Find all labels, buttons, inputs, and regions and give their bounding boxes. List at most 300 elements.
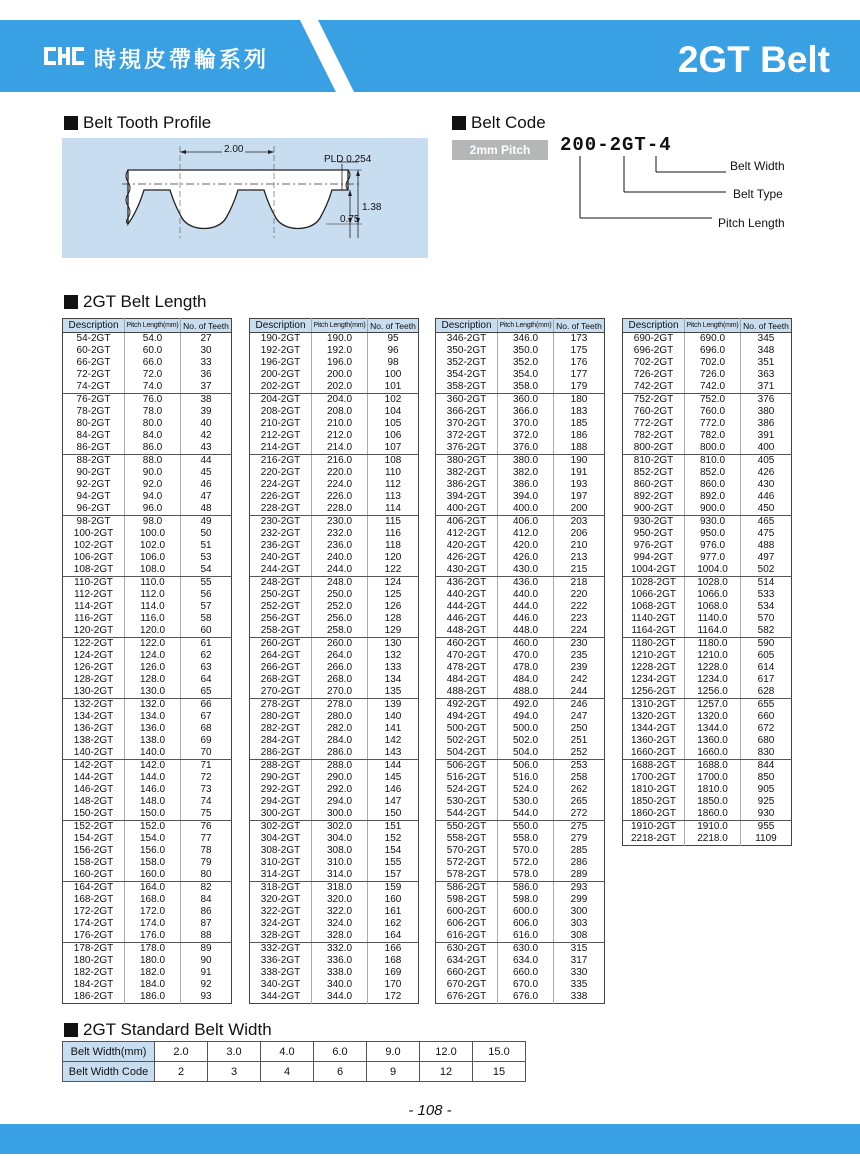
description-cell: 232-2GT	[250, 528, 312, 540]
table-row	[623, 760, 792, 773]
description-cell: 212-2GT	[250, 430, 312, 442]
table-row	[250, 882, 419, 895]
pitch-length-cell: 136.0	[125, 723, 181, 735]
description-cell: 178-2GT	[63, 943, 125, 956]
pitch-length-cell: 134.0	[125, 711, 181, 723]
pitch-length-cell: 332.0	[312, 943, 368, 956]
description-cell: 146-2GT	[63, 784, 125, 796]
teeth-cell: 102	[384, 394, 402, 405]
teeth-cell: 213	[570, 552, 588, 563]
pitch-length-cell: 516.0	[498, 772, 554, 784]
pitch-length-cell: 630.0	[498, 943, 554, 956]
pitch-length-cell: 178.0	[125, 943, 181, 956]
description-cell: 200-2GT	[250, 369, 312, 381]
teeth-cell: 253	[570, 760, 588, 771]
description-cell: 336-2GT	[250, 955, 312, 967]
pitch-length-cell: 400.0	[498, 503, 554, 516]
pitch-length-cell: 660.0	[498, 967, 554, 979]
table-row	[436, 406, 605, 418]
column-header: Description	[436, 319, 498, 333]
table-row	[623, 808, 792, 821]
description-cell: 292-2GT	[250, 784, 312, 796]
teeth-cell: 110	[385, 467, 401, 478]
pitch-length-cell: 190.0	[312, 333, 368, 346]
table-row	[63, 735, 232, 747]
pitch-length-cell: 600.0	[498, 906, 554, 918]
teeth-cell: 43	[181, 442, 232, 455]
table-row	[436, 394, 605, 407]
table-row	[63, 503, 232, 516]
table-row	[436, 528, 605, 540]
belt-width-code-cell: 6	[314, 1062, 367, 1082]
pitch-length-cell: 106.0	[125, 552, 181, 564]
description-cell: 1910-2GT	[623, 821, 685, 834]
description-cell: 108-2GT	[63, 564, 125, 577]
teeth-cell: 145	[384, 772, 402, 783]
pitch-length-cell: 524.0	[498, 784, 554, 796]
pitch-length-cell: 436.0	[498, 577, 554, 590]
pitch-length-cell: 492.0	[498, 699, 554, 712]
teeth-cell: 351	[757, 357, 775, 368]
description-cell: 54-2GT	[63, 333, 125, 346]
pitch-length-cell: 232.0	[312, 528, 368, 540]
teeth-cell: 129	[368, 625, 419, 638]
teeth-cell: 68	[200, 723, 212, 734]
description-cell: 100-2GT	[63, 528, 125, 540]
table-row	[250, 552, 419, 564]
table-row	[436, 455, 605, 468]
table-row	[250, 955, 419, 967]
teeth-cell: 105	[384, 418, 402, 429]
pitch-length-cell: 146.0	[125, 784, 181, 796]
description-cell: 600-2GT	[436, 906, 498, 918]
table-row	[623, 796, 792, 808]
description-cell: 470-2GT	[436, 650, 498, 662]
description-cell: 122-2GT	[63, 638, 125, 651]
column-header: No. of Teeth	[181, 319, 232, 333]
description-cell: 516-2GT	[436, 772, 498, 784]
table-row	[436, 613, 605, 625]
teeth-cell: 170	[384, 979, 402, 990]
table-row	[436, 747, 605, 760]
table-row	[436, 833, 605, 845]
table-row	[250, 333, 419, 346]
table-row	[436, 967, 605, 979]
teeth-cell: 206	[570, 528, 588, 539]
description-cell: 182-2GT	[63, 967, 125, 979]
description-cell: 376-2GT	[436, 442, 498, 455]
teeth-cell: 132	[384, 650, 402, 661]
table-row	[250, 894, 419, 906]
teeth-cell: 107	[368, 442, 419, 455]
teeth-cell: 70	[181, 747, 232, 760]
table-row	[63, 711, 232, 723]
belt-width-title: 2GT Standard Belt Width	[83, 1020, 272, 1039]
pitch-length-cell: 892.0	[685, 491, 741, 503]
teeth-cell: 115	[385, 516, 401, 527]
belt-width-cell: 4.0	[261, 1042, 314, 1062]
description-cell: 66-2GT	[63, 357, 125, 369]
table-row	[250, 967, 419, 979]
teeth-cell: 475	[757, 528, 775, 539]
teeth-cell: 262	[570, 784, 588, 795]
table-row	[63, 857, 232, 869]
table-row	[623, 467, 792, 479]
pitch-length-cell: 98.0	[125, 516, 181, 529]
table-row	[63, 638, 232, 651]
pitch-length-cell: 230.0	[312, 516, 368, 529]
pitch-length-cell: 322.0	[312, 906, 368, 918]
pitch-length-cell: 760.0	[685, 406, 741, 418]
table-row	[436, 662, 605, 674]
teeth-cell: 146	[384, 784, 402, 795]
pitch-length-cell: 340.0	[312, 979, 368, 991]
pitch-length-cell: 116.0	[125, 613, 181, 625]
description-cell: 240-2GT	[250, 552, 312, 564]
teeth-cell: 166	[384, 943, 402, 954]
pitch-length-cell: 196.0	[312, 357, 368, 369]
table-row	[63, 882, 232, 895]
table-row	[63, 589, 232, 601]
description-cell: 380-2GT	[436, 455, 498, 468]
table-row	[623, 638, 792, 651]
table-row	[63, 442, 232, 455]
teeth-cell: 75	[181, 808, 232, 821]
teeth-cell: 93	[200, 991, 212, 1002]
brand-title: 時規皮帶輪系列	[94, 48, 270, 73]
description-cell: 506-2GT	[436, 760, 498, 773]
teeth-cell: 98	[387, 357, 399, 368]
pitch-length-cell: 156.0	[125, 845, 181, 857]
description-cell: 1066-2GT	[623, 589, 685, 601]
table-row	[63, 357, 232, 369]
pitch-length-cell: 140.0	[125, 747, 181, 760]
pitch-length-cell: 570.0	[498, 845, 554, 857]
pitch-length-cell: 258.0	[312, 625, 368, 638]
description-cell: 1180-2GT	[623, 638, 685, 651]
pitch-length-cell: 214.0	[312, 442, 368, 455]
table-row	[623, 784, 792, 796]
belt-length-table-3	[435, 318, 605, 1004]
table-row	[250, 906, 419, 918]
pitch-length-cell: 1360.0	[685, 735, 741, 747]
pitch-length-cell: 100.0	[125, 528, 181, 540]
description-cell: 572-2GT	[436, 857, 498, 869]
description-cell: 350-2GT	[436, 345, 498, 357]
pitch-length-cell: 572.0	[498, 857, 554, 869]
teeth-cell: 77	[200, 833, 212, 844]
description-cell: 94-2GT	[63, 491, 125, 503]
description-cell: 586-2GT	[436, 882, 498, 895]
teeth-cell: 45	[200, 467, 212, 478]
teeth-cell: 58	[200, 613, 212, 624]
table-row	[623, 394, 792, 407]
teeth-cell: 239	[570, 662, 588, 673]
teeth-cell: 930	[741, 808, 792, 821]
table-row	[623, 406, 792, 418]
table-row	[250, 345, 419, 357]
pitch-length-cell: 444.0	[498, 601, 554, 613]
pitch-length-cell: 670.0	[498, 979, 554, 991]
teeth-cell: 135	[368, 686, 419, 699]
description-cell: 284-2GT	[250, 735, 312, 747]
table-row	[250, 613, 419, 625]
description-cell: 1360-2GT	[623, 735, 685, 747]
description-cell: 270-2GT	[250, 686, 312, 699]
description-cell: 420-2GT	[436, 540, 498, 552]
table-row	[436, 381, 605, 394]
description-cell: 606-2GT	[436, 918, 498, 930]
pitch-length-cell: 328.0	[312, 930, 368, 943]
teeth-cell: 179	[554, 381, 605, 394]
pitch-length-cell: 1004.0	[685, 564, 741, 577]
bullet-square-icon	[64, 295, 78, 309]
teeth-cell: 430	[757, 479, 775, 490]
belt-width-table	[62, 1041, 526, 1082]
table-row	[436, 369, 605, 381]
description-cell: 530-2GT	[436, 796, 498, 808]
table-row	[63, 479, 232, 491]
table-row	[436, 845, 605, 857]
pitch-length-cell: 504.0	[498, 747, 554, 760]
table-row	[63, 601, 232, 613]
pitch-length-cell: 494.0	[498, 711, 554, 723]
pitch-length-cell: 112.0	[125, 589, 181, 601]
teeth-cell: 300	[570, 906, 588, 917]
description-cell: 412-2GT	[436, 528, 498, 540]
description-cell: 84-2GT	[63, 430, 125, 442]
column-header: No. of Teeth	[368, 319, 419, 333]
pitch-length-cell: 1140.0	[685, 613, 741, 625]
teeth-cell: 197	[570, 491, 588, 502]
pitch-length-cell: 278.0	[312, 699, 368, 712]
description-cell: 1810-2GT	[623, 784, 685, 796]
table-row	[623, 381, 792, 394]
pitch-length-cell: 358.0	[498, 381, 554, 394]
pitch-length-cell: 244.0	[312, 564, 368, 577]
teeth-cell: 386	[757, 418, 775, 429]
description-cell: 372-2GT	[436, 430, 498, 442]
belt-width-row	[63, 1042, 526, 1062]
table-row	[623, 345, 792, 357]
teeth-cell: 73	[200, 784, 212, 795]
description-cell: 286-2GT	[250, 747, 312, 760]
table-row	[63, 674, 232, 686]
table-row	[250, 589, 419, 601]
description-cell: 976-2GT	[623, 540, 685, 552]
pitch-length-cell: 1860.0	[685, 808, 741, 821]
description-cell: 324-2GT	[250, 918, 312, 930]
table-row	[436, 699, 605, 712]
table-row	[63, 686, 232, 699]
pitch-length-cell: 124.0	[125, 650, 181, 662]
description-cell: 224-2GT	[250, 479, 312, 491]
description-cell: 354-2GT	[436, 369, 498, 381]
teeth-cell: 134	[384, 674, 402, 685]
teeth-cell: 175	[570, 345, 588, 356]
table-row	[250, 943, 419, 956]
pitch-length-cell: 66.0	[125, 357, 181, 369]
description-cell: 102-2GT	[63, 540, 125, 552]
table-row	[436, 930, 605, 943]
table-row	[623, 650, 792, 662]
table-row	[436, 345, 605, 357]
teeth-cell: 101	[368, 381, 419, 394]
pitch-length-cell: 366.0	[498, 406, 554, 418]
table-row	[63, 723, 232, 735]
pitch-length-cell: 284.0	[312, 735, 368, 747]
belt-width-code-cell: 15	[473, 1062, 526, 1082]
description-cell: 524-2GT	[436, 784, 498, 796]
table-row	[250, 528, 419, 540]
teeth-cell: 655	[757, 699, 775, 710]
pitch-length-cell: 122.0	[125, 638, 181, 651]
table-row	[623, 577, 792, 590]
pitch-length-cell: 1028.0	[685, 577, 741, 590]
teeth-cell: 95	[387, 333, 399, 344]
table-row	[436, 418, 605, 430]
pitch-length-cell: 852.0	[685, 467, 741, 479]
description-cell: 1256-2GT	[623, 686, 685, 699]
table-row	[436, 918, 605, 930]
description-cell: 80-2GT	[63, 418, 125, 430]
table-row	[250, 650, 419, 662]
teeth-cell: 49	[200, 516, 212, 527]
pitch-length-cell: 1066.0	[685, 589, 741, 601]
pitch-length-cell: 270.0	[312, 686, 368, 699]
description-cell: 280-2GT	[250, 711, 312, 723]
pitch-length-cell: 696.0	[685, 345, 741, 357]
description-cell: 282-2GT	[250, 723, 312, 735]
description-cell: 60-2GT	[63, 345, 125, 357]
teeth-cell: 617	[757, 674, 775, 685]
pitch-length-cell: 478.0	[498, 662, 554, 674]
table-row	[436, 796, 605, 808]
pitch-length-cell: 210.0	[312, 418, 368, 430]
description-cell: 98-2GT	[63, 516, 125, 529]
description-cell: 726-2GT	[623, 369, 685, 381]
pitch-length-cell: 60.0	[125, 345, 181, 357]
table-row	[250, 723, 419, 735]
teeth-cell: 252	[554, 747, 605, 760]
teeth-cell: 89	[200, 943, 212, 954]
description-cell: 142-2GT	[63, 760, 125, 773]
teeth-cell: 605	[757, 650, 775, 661]
table-row	[63, 821, 232, 834]
table-row	[250, 699, 419, 712]
description-cell: 502-2GT	[436, 735, 498, 747]
description-cell: 558-2GT	[436, 833, 498, 845]
description-cell: 950-2GT	[623, 528, 685, 540]
pitch-length-cell: 72.0	[125, 369, 181, 381]
pitch-length-cell: 108.0	[125, 564, 181, 577]
pitch-length-cell: 500.0	[498, 723, 554, 735]
pitch-length-cell: 1700.0	[685, 772, 741, 784]
tooth-profile-title: Belt Tooth Profile	[83, 113, 212, 132]
pitch-length-cell: 578.0	[498, 869, 554, 882]
description-cell: 278-2GT	[250, 699, 312, 712]
table-row	[436, 808, 605, 821]
table-header-row	[436, 319, 605, 333]
pitch-length-cell: 977.0	[685, 552, 741, 564]
description-cell: 114-2GT	[63, 601, 125, 613]
table-row	[63, 381, 232, 394]
description-cell: 288-2GT	[250, 760, 312, 773]
teeth-cell: 142	[384, 735, 402, 746]
belt-width-code-cell: 12	[420, 1062, 473, 1082]
table-header-row	[63, 319, 232, 333]
column-header: Description	[623, 319, 685, 333]
pitch-length-cell: 502.0	[498, 735, 554, 747]
teeth-cell: 188	[554, 442, 605, 455]
table-row	[436, 442, 605, 455]
table-row	[250, 503, 419, 516]
belt-width-cell: 2.0	[155, 1042, 208, 1062]
teeth-cell: 61	[200, 638, 212, 649]
table-row	[63, 528, 232, 540]
teeth-cell: 90	[200, 955, 212, 966]
description-cell: 202-2GT	[250, 381, 312, 394]
belt-width-cell: 15.0	[473, 1042, 526, 1062]
pitch-length-cell: 616.0	[498, 930, 554, 943]
table-row	[436, 723, 605, 735]
teeth-cell: 246	[570, 699, 588, 710]
teeth-cell: 67	[200, 711, 212, 722]
belt-width-code-cell: 3	[208, 1062, 261, 1082]
teeth-cell: 218	[570, 577, 588, 588]
description-cell: 1140-2GT	[623, 613, 685, 625]
teeth-cell: 177	[570, 369, 588, 380]
pitch-length-cell: 78.0	[125, 406, 181, 418]
pitch-length-cell: 158.0	[125, 857, 181, 869]
description-cell: 1320-2GT	[623, 711, 685, 723]
pitch-length-cell: 598.0	[498, 894, 554, 906]
column-header: Pitch Length(mm)	[498, 319, 554, 333]
table-row	[250, 418, 419, 430]
pitch-length-cell: 350.0	[498, 345, 554, 357]
teeth-cell: 125	[384, 589, 402, 600]
teeth-cell: 140	[384, 711, 402, 722]
table-row	[250, 357, 419, 369]
description-cell: 444-2GT	[436, 601, 498, 613]
table-row	[250, 601, 419, 613]
description-cell: 150-2GT	[63, 808, 125, 821]
teeth-cell: 317	[570, 955, 588, 966]
table-row	[436, 589, 605, 601]
pitch-length-cell: 160.0	[125, 869, 181, 882]
table-row	[63, 345, 232, 357]
teeth-cell: 116	[385, 528, 401, 539]
pitch-length-cell: 204.0	[312, 394, 368, 407]
pitch-length-cell: 114.0	[125, 601, 181, 613]
belt-width-code-row	[63, 1062, 526, 1082]
pitch-length-cell: 426.0	[498, 552, 554, 564]
teeth-cell: 293	[570, 882, 588, 893]
description-cell: 126-2GT	[63, 662, 125, 674]
teeth-cell: 285	[570, 845, 588, 856]
teeth-cell: 380	[757, 406, 775, 417]
teeth-cell: 850	[757, 772, 775, 783]
description-cell: 256-2GT	[250, 613, 312, 625]
pitch-length-cell: 752.0	[685, 394, 741, 407]
table-row	[623, 455, 792, 468]
teeth-cell: 215	[554, 564, 605, 577]
description-cell: 370-2GT	[436, 418, 498, 430]
description-cell: 320-2GT	[250, 894, 312, 906]
table-row	[436, 357, 605, 369]
pitch-length-cell: 304.0	[312, 833, 368, 845]
description-cell: 386-2GT	[436, 479, 498, 491]
